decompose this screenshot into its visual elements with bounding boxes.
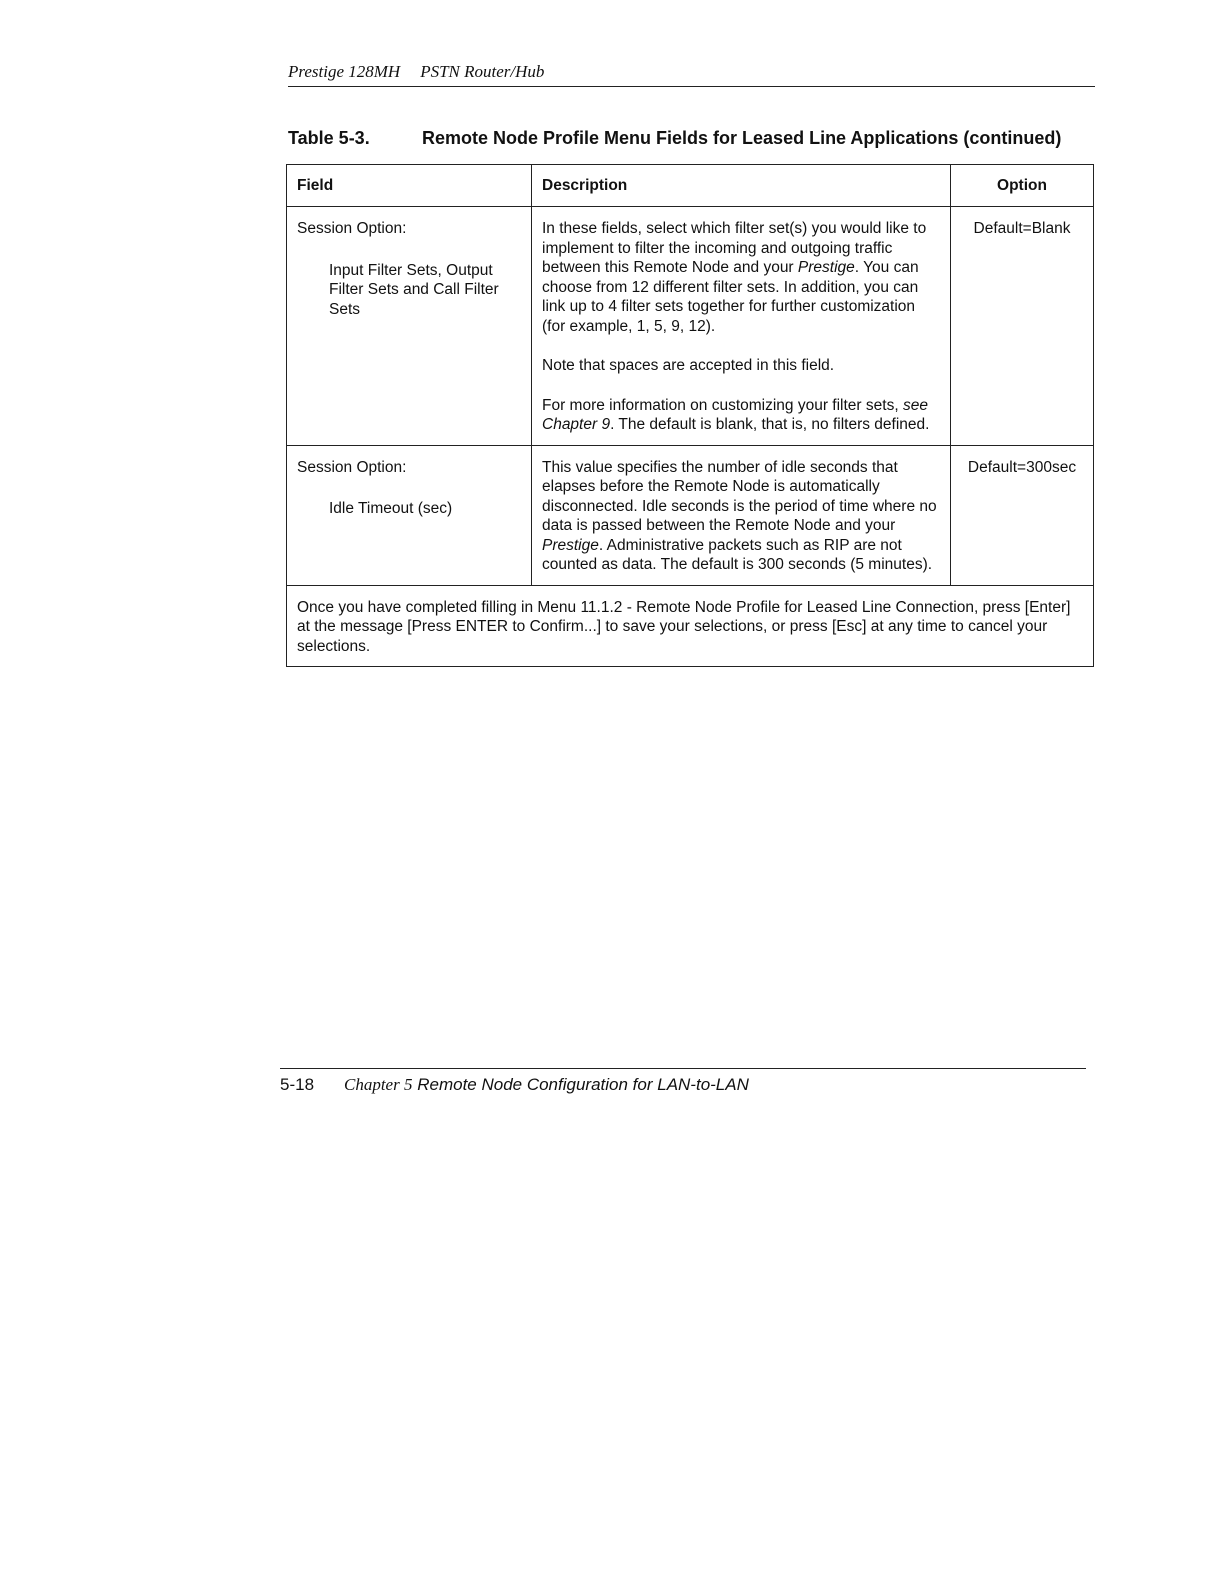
footer-chapter-title: Remote Node Configuration for LAN-to-LAN: [417, 1075, 749, 1094]
description-paragraph: In these fields, select which filter set(s) you would like to implement to filter the incoming and outgoing traffic between this Remote Node and your Prestige. You can choose from 12 different filter sets. In addition, you can link up to 4 filter sets together for further customization (for example, 1, 5, 9, 12).: [542, 220, 927, 335]
table-caption: [288, 128, 1095, 149]
field-group: Session Option:: [297, 220, 407, 237]
table-row: [287, 207, 1094, 446]
table-header-row: [287, 165, 1094, 207]
field-cell: [287, 207, 532, 446]
field-group: Session Option:: [297, 458, 407, 476]
remote-node-profile-table: [286, 164, 1094, 667]
table-note-row: [287, 585, 1094, 667]
option-cell: Default=Blank: [951, 207, 1094, 446]
column-header-description: Description: [532, 165, 951, 207]
description-cell: [532, 207, 951, 446]
field-cell: [287, 445, 532, 585]
column-header-option: Option: [951, 165, 1094, 207]
option-cell: Default=300sec: [951, 445, 1094, 585]
description-cell: [532, 445, 951, 585]
page-footer: [280, 1068, 1086, 1095]
header-product: Prestige 128MH: [288, 62, 401, 81]
description-paragraph: Note that spaces are accepted in this field.: [542, 357, 835, 374]
field-name: Idle Timeout (sec): [329, 500, 453, 517]
field-name: Input Filter Sets, Output Filter Sets and Call Filter Sets: [329, 261, 499, 318]
running-header: [288, 62, 1095, 87]
column-header-field: Field: [287, 165, 532, 207]
description-paragraph: For more information on customizing your filter sets, see Chapter 9. The default is blank, that is, no filters defined.: [542, 396, 930, 433]
table-note: Once you have completed filling in Menu 11.1.2 - Remote Node Profile for Leased Line Connection, press [Enter] at the message [Press ENTER to Confirm...] to save your selections, or press [Esc] at any time to cancel your selections.: [287, 585, 1094, 667]
table-title: Remote Node Profile Menu Fields for Leased Line Applications (continued): [422, 128, 1062, 148]
page-number: 5-18: [280, 1075, 315, 1094]
header-subtitle: PSTN Router/Hub: [420, 62, 545, 81]
description-paragraph: This value specifies the number of idle seconds that elapses before the Remote Node is automatically disconnected. Idle seconds is the period of time where no data is passed between the Remote Node and your Prestige. Administrative packets such as RIP are not counted as data. The default is 300 seconds (5 minutes).: [542, 458, 937, 573]
footer-chapter: Chapter 5: [344, 1075, 413, 1094]
table-number: Table 5-3.: [288, 128, 370, 148]
table-row: [287, 445, 1094, 585]
